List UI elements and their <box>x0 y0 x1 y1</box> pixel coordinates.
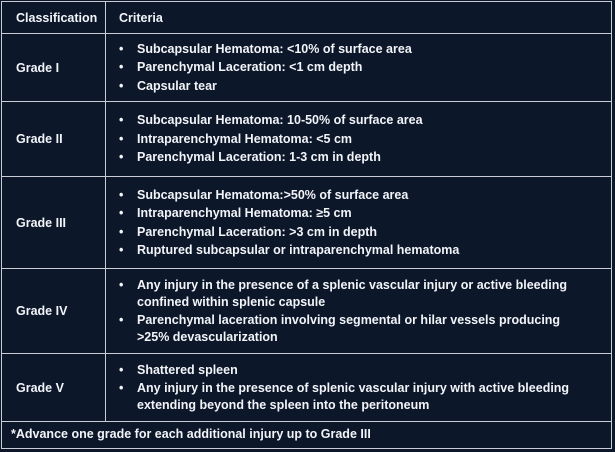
grade-cell: Grade V <box>2 354 106 421</box>
criteria-item: • Any injury in the presence of a splenic vascular injury or active bleeding confined within splenic capsule <box>119 277 611 310</box>
criteria-item: • Parenchymal Laceration: >3 cm in depth <box>119 224 611 241</box>
criteria-item: • Parenchymal Laceration: <1 cm depth <box>119 59 611 76</box>
criteria-cell <box>106 177 611 268</box>
criteria-cell <box>106 102 611 176</box>
criteria-item: • Intraparenchymal Hematoma: ≥5 cm <box>119 205 611 222</box>
grade-cell: Grade IV <box>2 269 106 353</box>
footnote: *Advance one grade for each additional injury up to Grade III <box>11 426 371 441</box>
criteria-item: • Intraparenchymal Hematoma: <5 cm <box>119 131 611 148</box>
header-row <box>2 2 611 34</box>
criteria-item: • Subcapsular Hematoma:>50% of surface area <box>119 187 611 204</box>
criteria-item: • Parenchymal Laceration: 1-3 cm in depth <box>119 149 611 166</box>
criteria-item: • Subcapsular Hematoma: <10% of surface area <box>119 41 611 58</box>
splenic-injury-grading-table <box>1 1 612 449</box>
criteria-cell <box>106 354 611 421</box>
criteria-item: • Subcapsular Hematoma: 10-50% of surface area <box>119 112 611 129</box>
grade-cell: Grade I <box>2 34 106 101</box>
header-criteria: Criteria <box>119 10 163 25</box>
header-classification: Classification <box>2 2 106 33</box>
criteria-item: • Shattered spleen <box>119 362 611 379</box>
table-row <box>2 34 611 102</box>
table-row <box>2 354 611 422</box>
criteria-item: • Capsular tear <box>119 78 611 95</box>
criteria-item: • Any injury in the presence of splenic vascular injury with active bleeding extending beyond the spleen into the peritoneum <box>119 380 611 413</box>
criteria-cell <box>106 34 611 101</box>
grade-cell: Grade II <box>2 102 106 176</box>
grade-cell: Grade III <box>2 177 106 268</box>
table-row <box>2 269 611 354</box>
table-row <box>2 102 611 177</box>
table-row <box>2 177 611 269</box>
criteria-cell <box>106 269 611 353</box>
criteria-item: • Ruptured subcapsular or intraparenchymal hematoma <box>119 242 611 259</box>
criteria-item: • Parenchymal laceration involving segmental or hilar vessels producing >25% devascularization <box>119 312 611 345</box>
